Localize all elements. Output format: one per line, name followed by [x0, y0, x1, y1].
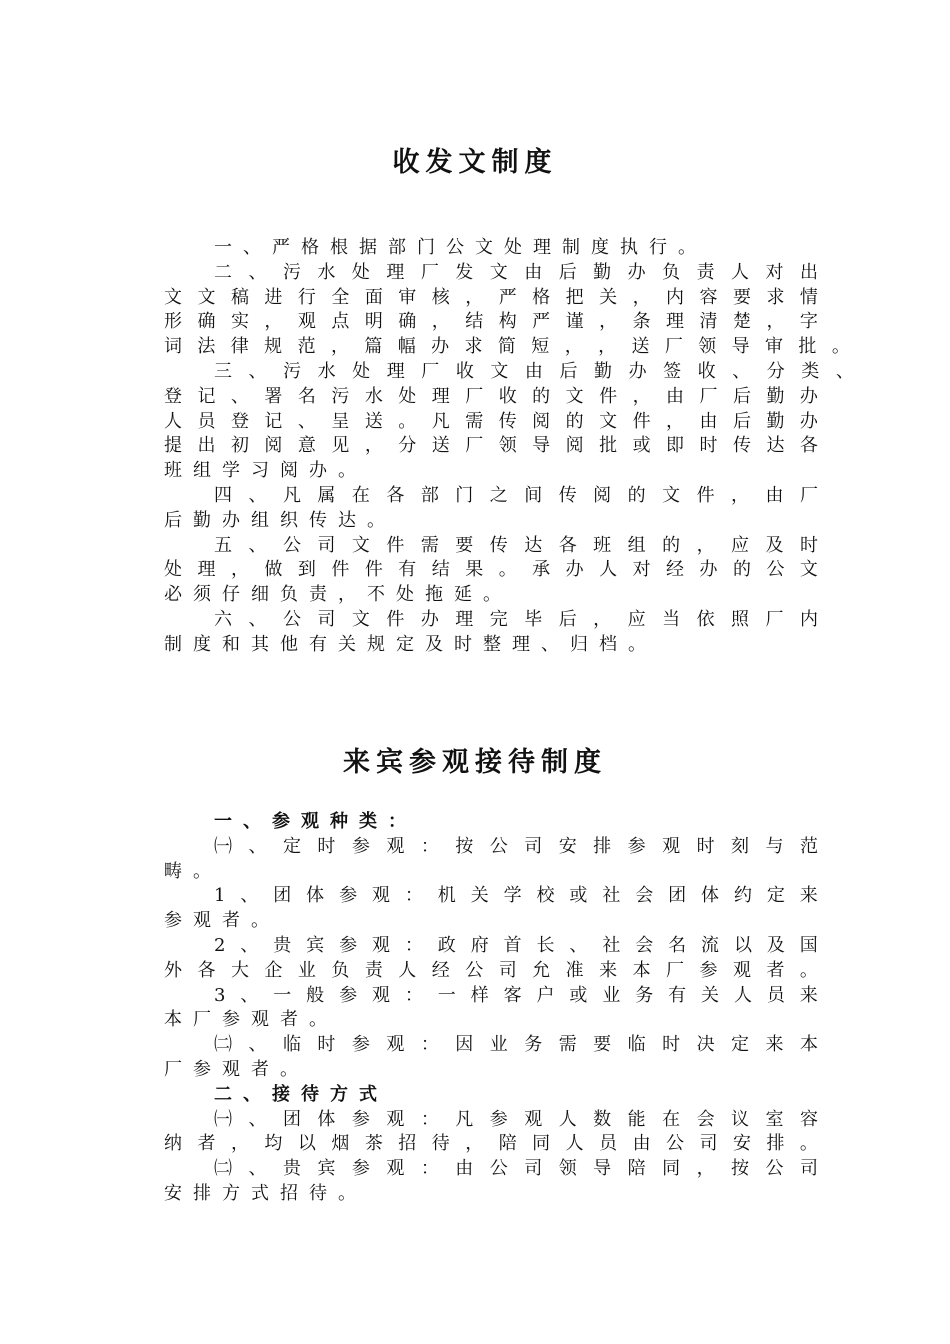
section1-line: 登 记 、 署 名 污 水 处 理 厂 收 的 文 件 ， 由 厂 后 勤 办	[164, 385, 818, 407]
section1-line: 处 理 ， 做 到 件 件 有 结 果 。 承 办 人 对 经 办 的 公 文	[164, 559, 818, 581]
section2-line: 外 各 大 企 业 负 责 人 经 公 司 允 准 来 本 厂 参 观 者 。	[164, 959, 818, 981]
section2-line: 安排方式招待。	[164, 1183, 367, 1204]
section1-line: 提 出 初 阅 意 见 ， 分 送 厂 领 导 阅 批 或 即 时 传 达 各	[164, 435, 818, 457]
section1-line: 人 员 登 记 、 呈 送 。 凡 需 传 阅 的 文 件 ， 由 后 勤 办	[164, 410, 818, 432]
section1-line: 一、严格根据部门公文处理制度执行。	[214, 237, 707, 258]
section2-line: 厂参观者。	[164, 1059, 309, 1080]
section1-line: 六 、 公 司 文 件 办 理 完 毕 后 ， 应 当 依 照 厂 内	[214, 609, 818, 630]
section1-line: 文 文 稿 进 行 全 面 审 核 ， 严 格 把 关 ， 内 容 要 求 情	[164, 286, 818, 308]
section1-line: 形 确 实 ， 观 点 明 确 ， 结 构 严 谨 ， 条 理 清 楚 ， 字	[164, 311, 818, 333]
section1-line: 四 、 凡 属 在 各 部 门 之 间 传 阅 的 文 件 ， 由 厂	[214, 485, 818, 506]
section2-line: 参观者。	[164, 910, 280, 932]
section1-line: 二 、 污 水 处 理 厂 发 文 由 后 勤 办 负 责 人 对 出	[214, 261, 818, 283]
section2-line: 纳 者 ， 均 以 烟 茶 招 待 ， 陪 同 人 员 由 公 司 安 排 。	[164, 1133, 818, 1155]
section2-line: 本厂参观者。	[164, 1009, 338, 1031]
section2-line: ㈡ 、 贵 宾 参 观 ： 由 公 司 领 导 陪 同 ， 按 公 司	[214, 1158, 818, 1180]
section1-line: 五 、 公 司 文 件 需 要 传 达 各 班 组 的 ， 应 及 时	[214, 534, 818, 556]
section1-line: 班组学习阅办。	[164, 460, 367, 482]
section1-line: 制度和其他有关规定及时整理、归档。	[164, 633, 657, 655]
section2-line: 一、参观种类：	[214, 811, 417, 832]
section2-line: 3 、 一 般 参 观 ： 一 样 客 户 或 业 务 有 关 人 员 来	[214, 984, 818, 1006]
section2-line: ㈡ 、 临 时 参 观 ： 因 业 务 需 要 临 时 决 定 来 本	[214, 1034, 818, 1056]
section1-line: 词 法 律 规 范 ， 篇 幅 办 求 简 短 ， ， 送 厂 领 导 审 批 。	[164, 336, 850, 358]
section2-line: ㈠ 、 定 时 参 观 ： 按 公 司 安 排 参 观 时 刻 与 范	[214, 835, 818, 857]
section2-line: 二、接待方式	[214, 1083, 388, 1105]
section2-line: 2 、 贵 宾 参 观 ： 政 府 首 长 、 社 会 名 流 以 及 国	[214, 935, 818, 956]
section2-title: 来宾参观接待制度	[343, 747, 607, 778]
section2-line: ㈠ 、 团 体 参 观 ： 凡 参 观 人 数 能 在 会 议 室 容	[214, 1108, 818, 1130]
section1-line: 必须仔细负责，不处拖延。	[164, 584, 512, 606]
section1-line: 三 、 污 水 处 理 厂 收 文 由 后 勤 办 签 收 、 分 类 、	[214, 361, 854, 382]
section1-line: 后勤办组织传达。	[164, 509, 396, 531]
section2-line: 1 、 团 体 参 观 ： 机 关 学 校 或 社 会 团 体 约 定 来	[214, 885, 818, 907]
section2-line: 畴。	[164, 860, 222, 882]
section1-title: 收发文制度	[392, 147, 558, 178]
